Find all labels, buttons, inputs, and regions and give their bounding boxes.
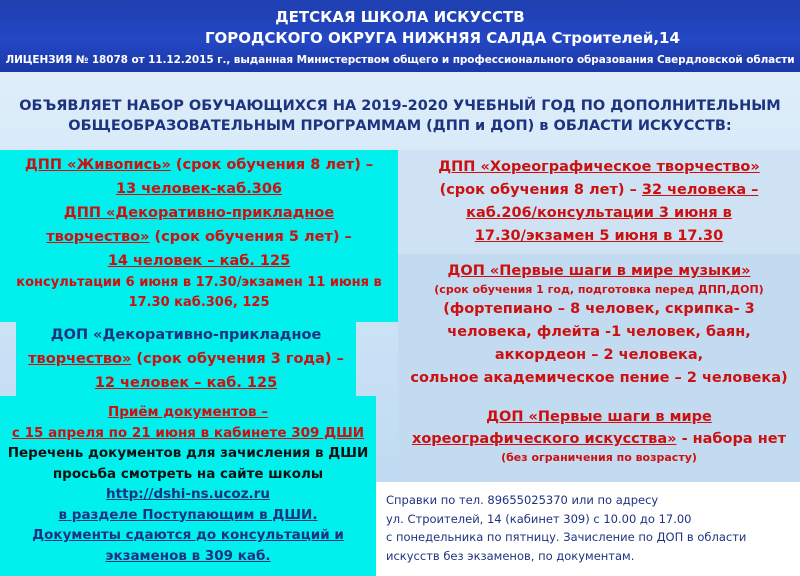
announcement-line-1: ОБЪЯВЛЯЕТ НАБОР ОБУЧАЮЩИХСЯ НА 2019-2020 УЧЕБНЫЙ ГОД ПО ДОПОЛНИТЕЛЬНЫМ xyxy=(19,98,781,114)
decor-program-line xyxy=(0,225,398,249)
choreography-term: (срок обучения 8 лет) – xyxy=(439,182,642,198)
painting-program-line xyxy=(0,153,398,177)
painting-program-title: ДПП «Живопись» xyxy=(24,157,171,173)
painting-consultation-line-1: консультации 6 июня в 17.30/экзамен 11 июня в xyxy=(16,275,382,290)
music-term: (срок обучения 1 год, подготовка перед ДПП,ДОП) xyxy=(434,283,764,296)
school-website-link[interactable]: http://dshi-ns.ucoz.ru xyxy=(106,486,270,502)
documents-info-2: просьба смотреть на сайте школы xyxy=(52,465,324,482)
choreography-program-box xyxy=(398,150,800,254)
dop-decor-box xyxy=(16,320,356,396)
music-program-box xyxy=(398,254,800,482)
contact-line-2: ул. Строителей, 14 (кабинет 309) с 10.00 до 17.00 xyxy=(386,511,692,526)
painting-consultation-line-2: 17.30 каб.306, 125 xyxy=(128,295,270,310)
license-info: ЛИЦЕНЗИЯ № 18078 от 11.12.2015 г., выданная Министерством общего и профессионального образования Свердловской области xyxy=(5,54,795,66)
documents-info-1: Перечень документов для зачисления в ДШИ xyxy=(7,445,369,461)
dop-dance-status: - набора нет xyxy=(676,431,786,447)
dop-decor-line xyxy=(16,347,356,371)
dop-dance-line xyxy=(398,428,800,450)
contact-box xyxy=(376,482,800,576)
decor-program-title-b: творчество» xyxy=(46,229,150,245)
dop-dance-note: (без ограничения по возрасту) xyxy=(501,451,697,464)
painting-program-count: 13 человек-каб.306 xyxy=(116,181,282,197)
music-instruments-4: сольное академическое пение – 2 человека) xyxy=(410,370,788,386)
dop-dance-title-b: хореографического искусства» xyxy=(411,431,677,447)
contact-line-3: с понедельника по пятницу. Зачисление по ДОП в области xyxy=(386,530,747,544)
header-banner xyxy=(0,0,800,72)
contact-line-1: Справки по тел. 89655025370 или по адресу xyxy=(386,493,659,507)
documents-title: Приём документов – xyxy=(107,404,269,420)
decor-program-count: 14 человек – каб. 125 xyxy=(107,253,291,269)
documents-info-4: Документы сдаются до консультаций и xyxy=(32,527,344,543)
dop-decor-title-b: творчество» xyxy=(28,351,132,367)
music-instruments-1: (фортепиано – 8 человек, скрипка- 3 xyxy=(443,301,755,317)
choreography-schedule-2: 17.30/экзамен 5 июня в 17.30 xyxy=(474,228,724,244)
dop-decor-title-a: ДОП «Декоративно-прикладное xyxy=(50,327,322,343)
dop-decor-term: (срок обучения 3 года) – xyxy=(131,351,344,367)
music-instruments-3: аккордеон – 2 человека, xyxy=(494,347,704,363)
choreography-count: 32 человека – xyxy=(641,182,759,198)
dop-dance-title-a: ДОП «Первые шаги в мире xyxy=(486,409,712,425)
announcement xyxy=(0,96,800,136)
school-name: ДЕТСКАЯ ШКОЛА ИСКУССТВ xyxy=(275,8,525,26)
painting-programs-box xyxy=(0,150,398,322)
decor-program-title-a: ДПП «Декоративно-прикладное xyxy=(63,205,335,221)
decor-program-term: (срок обучения 5 лет) – xyxy=(149,229,352,245)
documents-dates: с 15 апреля по 21 июня в кабинете 309 ДШИ xyxy=(11,424,365,441)
contact-line-4: искусств без экзаменов, по документам. xyxy=(386,548,635,563)
documents-info-5: экзаменов в 309 каб. xyxy=(105,547,271,564)
music-title: ДОП «Первые шаги в мире музыки» xyxy=(447,263,751,279)
documents-info-3: в разделе Поступающим в ДШИ. xyxy=(58,506,318,523)
choreography-title: ДПП «Хореографическое творчество» xyxy=(438,159,760,175)
music-instruments-2: человека, флейта -1 человек, баян, xyxy=(447,324,751,340)
announcement-line-2: ОБЩЕОБРАЗОВАТЕЛЬНЫМ ПРОГРАММАМ (ДПП и ДОП) в ОБЛАСТИ ИСКУССТВ: xyxy=(68,118,732,134)
dop-decor-count: 12 человек – каб. 125 xyxy=(94,375,278,391)
school-district-address: ГОРОДСКОГО ОКРУГА НИЖНЯЯ САЛДА Строителей,14 xyxy=(205,29,680,47)
painting-program-term: (срок обучения 8 лет) – xyxy=(170,157,374,173)
choreography-term-line xyxy=(398,179,800,202)
documents-box xyxy=(0,396,376,576)
choreography-schedule-1: каб.206/консультации 3 июня в xyxy=(466,205,732,221)
